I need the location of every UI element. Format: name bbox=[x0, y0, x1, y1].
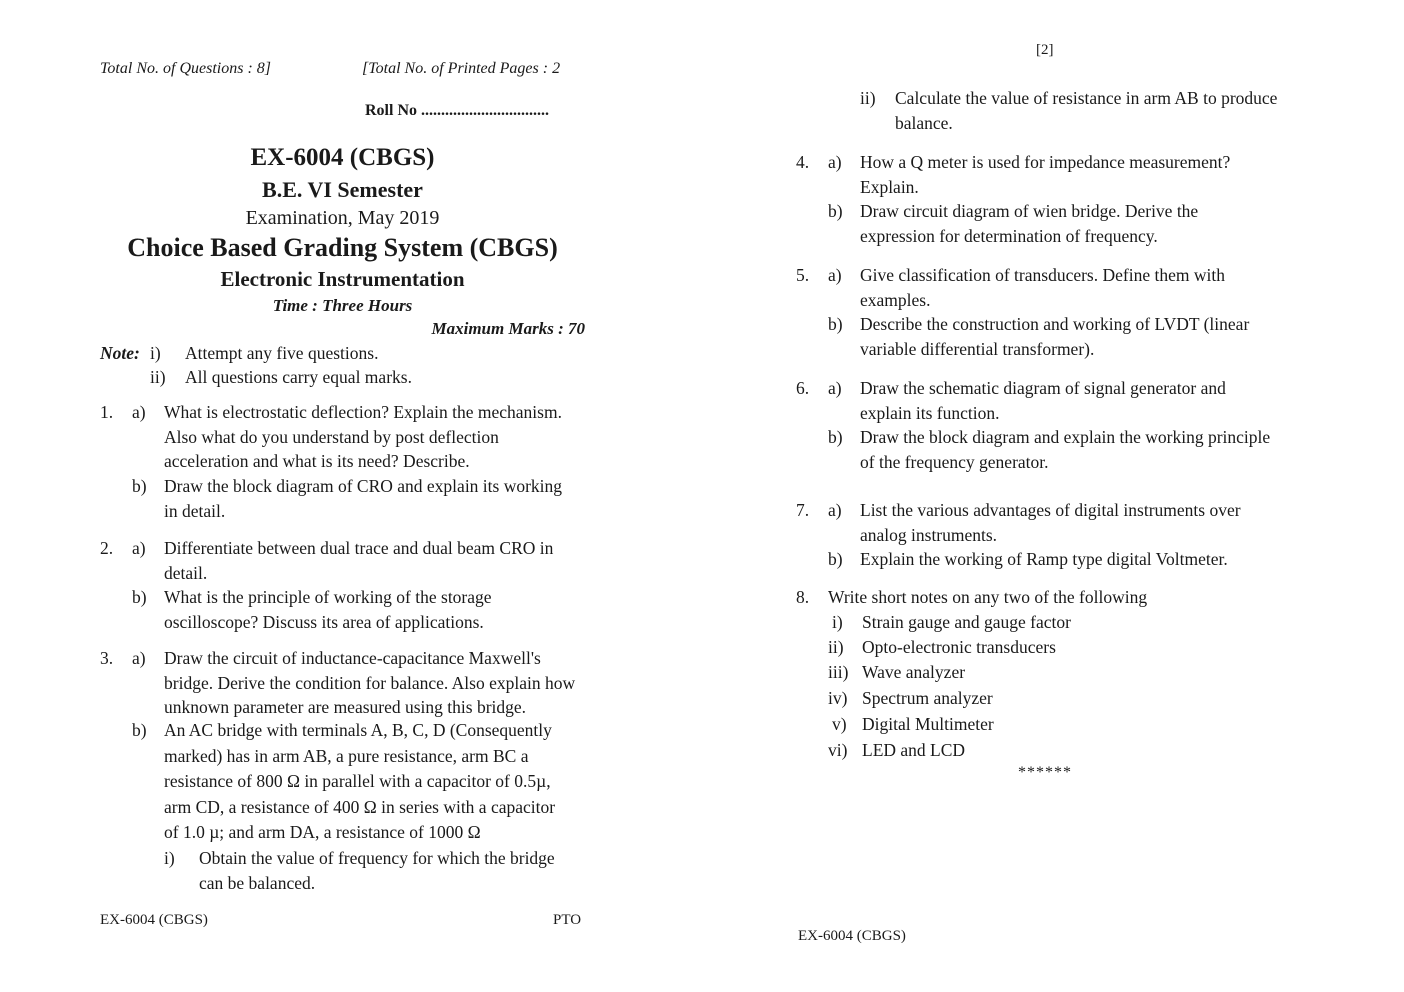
roll-no: Roll No ................................ bbox=[365, 102, 549, 119]
list-item-text: Strain gauge and gauge factor bbox=[862, 612, 1071, 632]
part-label: i) bbox=[164, 848, 175, 868]
part-label: b) bbox=[828, 427, 843, 447]
end-mark: ****** bbox=[1018, 764, 1072, 781]
question-number: 3. bbox=[100, 648, 114, 668]
question-number: 8. bbox=[796, 587, 810, 607]
question-text: List the various advantages of digital instruments over analog instruments. bbox=[860, 500, 1241, 545]
part-label: a) bbox=[132, 402, 146, 422]
part-label: b) bbox=[828, 201, 843, 221]
semester: B.E. VI Semester bbox=[262, 177, 423, 202]
total-printed-pages: [Total No. of Printed Pages : 2 bbox=[362, 60, 561, 77]
question-number: 6. bbox=[796, 378, 810, 398]
question-text: Draw the schematic diagram of signal generator and explain its function. bbox=[860, 378, 1226, 423]
list-item-text: Digital Multimeter bbox=[862, 714, 994, 734]
subject-title: Electronic Instrumentation bbox=[220, 267, 465, 291]
list-item-text: Opto-electronic transducers bbox=[862, 637, 1056, 657]
part-label: b) bbox=[828, 549, 843, 569]
question-text: Explain the working of Ramp type digital Voltmeter. bbox=[860, 549, 1228, 569]
question-text: Calculate the value of resistance in arm AB to produce balance. bbox=[895, 88, 1278, 133]
part-label: a) bbox=[828, 152, 842, 172]
part-label: a) bbox=[828, 265, 842, 285]
note-item-num: ii) bbox=[150, 367, 166, 387]
part-label: a) bbox=[132, 648, 146, 668]
question-text: What is the principle of working of the storage oscilloscope? Discuss its area of applications. bbox=[164, 587, 492, 632]
question-text: What is electrostatic deflection? Explain the mechanism. Also what do you understand by post deflection acceleration and what is its need? Describe. bbox=[164, 402, 562, 471]
list-item-text: Wave analyzer bbox=[862, 662, 966, 682]
right-page bbox=[702, 0, 1404, 992]
note-item-num: i) bbox=[150, 343, 161, 363]
part-label: a) bbox=[828, 500, 842, 520]
question-number: 5. bbox=[796, 265, 810, 285]
question-number: 7. bbox=[796, 500, 810, 520]
question-text: Differentiate between dual trace and dual beam CRO in detail. bbox=[164, 538, 554, 583]
list-item-text: Spectrum analyzer bbox=[862, 688, 993, 708]
list-item-num: vi) bbox=[828, 740, 848, 760]
question-text: Give classification of transducers. Define them with examples. bbox=[860, 265, 1225, 310]
question-text: Draw the block diagram of CRO and explain its working in detail. bbox=[164, 476, 563, 521]
question-text: Draw the block diagram and explain the working principle of the frequency generator. bbox=[860, 427, 1271, 472]
part-label: a) bbox=[132, 538, 146, 558]
part-label: b) bbox=[828, 314, 843, 334]
exam-code: EX-6004 (CBGS) bbox=[250, 144, 435, 171]
part-label: b) bbox=[132, 720, 147, 740]
part-label: b) bbox=[132, 476, 147, 496]
question-number: 4. bbox=[796, 152, 810, 172]
list-item-num: i) bbox=[832, 612, 843, 632]
list-item-num: iv) bbox=[828, 688, 848, 708]
maximum-marks: Maximum Marks : 70 bbox=[431, 319, 585, 338]
part-label: a) bbox=[828, 378, 842, 398]
question-text: Draw circuit diagram of wien bridge. Derive the expression for determination of frequency. bbox=[860, 201, 1199, 246]
part-label: b) bbox=[132, 587, 147, 607]
question-text: Describe the construction and working of LVDT (linear variable differential transformer). bbox=[860, 314, 1250, 359]
footer-pto: PTO bbox=[553, 912, 582, 928]
question-number: 2. bbox=[100, 538, 114, 558]
note-item-text: Attempt any five questions. bbox=[185, 343, 379, 363]
note-item-text: All questions carry equal marks. bbox=[185, 367, 412, 387]
list-item-num: v) bbox=[832, 714, 847, 734]
question-text: An AC bridge with terminals A, B, C, D (Consequently marked) has in arm AB, a pure resistance, arm BC a resistance of 800 Ω in parallel with a capacitor of 0.5µ, arm CD, a resistance of 400 Ω in series with a capacitor of 1.0 µ; and arm DA, a resistance of 1000 Ω bbox=[164, 720, 556, 842]
question-text: How a Q meter is used for impedance measurement? Explain. bbox=[860, 152, 1231, 197]
list-item-text: LED and LCD bbox=[862, 740, 966, 760]
footer-code: EX-6004 (CBGS) bbox=[798, 928, 906, 944]
footer-code: EX-6004 (CBGS) bbox=[100, 912, 208, 928]
part-label: ii) bbox=[860, 88, 876, 108]
note-label: Note: bbox=[100, 343, 140, 363]
question-text: Draw the circuit of inductance-capacitance Maxwell's bridge. Derive the condition for balance. Also explain how unknown parameter are measured using this bridge. bbox=[164, 648, 576, 717]
exam-time: Time : Three Hours bbox=[272, 296, 413, 315]
grading-system: Choice Based Grading System (CBGS) bbox=[127, 233, 558, 262]
exam-session: Examination, May 2019 bbox=[245, 207, 440, 229]
total-questions: Total No. of Questions : 8] bbox=[100, 60, 271, 77]
question-number: 1. bbox=[100, 402, 114, 422]
page-number: [2] bbox=[1036, 42, 1054, 58]
question-text: Write short notes on any two of the following bbox=[828, 587, 1148, 607]
question-text: Obtain the value of frequency for which the bridge can be balanced. bbox=[199, 848, 555, 893]
list-item-num: iii) bbox=[828, 662, 849, 682]
list-item-num: ii) bbox=[828, 637, 844, 657]
